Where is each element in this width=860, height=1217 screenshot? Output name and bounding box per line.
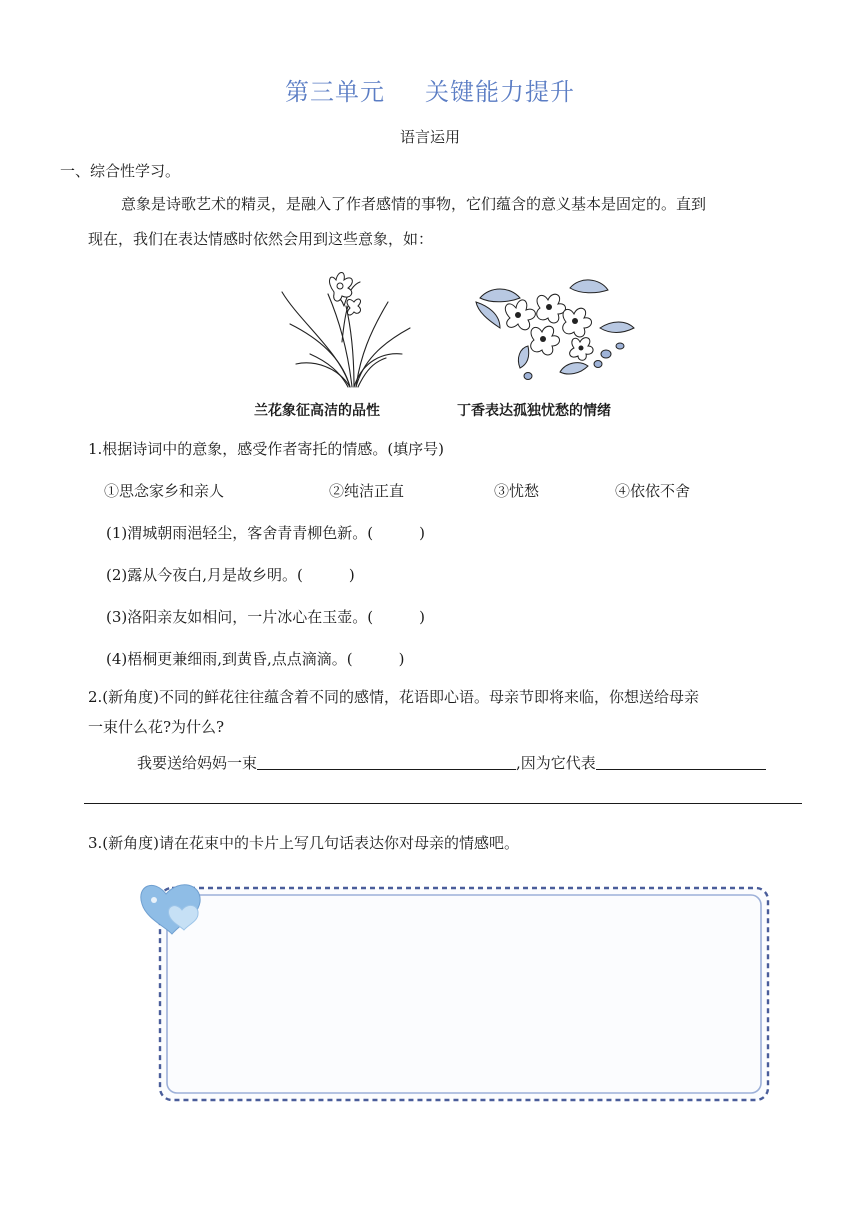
lilac-illustration bbox=[470, 268, 640, 392]
q1-option-2: ②纯洁正直 bbox=[329, 482, 405, 500]
meaning-answer-blank[interactable] bbox=[596, 753, 766, 770]
page-title bbox=[0, 72, 860, 107]
title-unit: 第三单元 bbox=[285, 78, 385, 106]
q2-line-1: 2.(新角度)不同的鲜花往往蕴含着不同的感情，花语即心语。母亲节即将来临，你想送给母亲 bbox=[88, 688, 700, 706]
answer-line[interactable] bbox=[84, 803, 802, 804]
q2-answer-line: 我要送给妈妈一束 ,因为它代表 bbox=[137, 752, 766, 773]
section-heading: 一、综合性学习。 bbox=[60, 162, 181, 180]
q1-option-4: ④依依不舍 bbox=[615, 482, 691, 500]
q1-option-1: ①思念家乡和亲人 bbox=[104, 482, 225, 500]
lilac-caption: 丁香表达孤独忧愁的情绪 bbox=[457, 403, 611, 419]
q1-option-3: ③忧愁 bbox=[494, 482, 540, 500]
q1-stem: 1.根据诗词中的意象，感受作者寄托的情感。(填序号) bbox=[88, 440, 445, 458]
message-card[interactable] bbox=[136, 872, 778, 1108]
flower-answer-blank[interactable] bbox=[257, 753, 516, 770]
q1-item-4: (4)梧桐更兼细雨,到黄昏,点点滴滴。( ) bbox=[106, 650, 405, 668]
title-topic: 关键能力提升 bbox=[425, 78, 575, 106]
intro-line-2: 现在，我们在表达情感时依然会用到这些意象，如： bbox=[88, 230, 434, 248]
q1-item-3: (3)洛阳亲友如相问，一片冰心在玉壶。( ) bbox=[106, 608, 425, 626]
intro-line-1: 意象是诗歌艺术的精灵，是融入了作者感情的事物，它们蕴含的意义基本是固定的。直到 bbox=[121, 195, 707, 213]
q1-item-1: (1)渭城朝雨浥轻尘，客舍青青柳色新。( ) bbox=[106, 524, 425, 542]
orchid-illustration bbox=[270, 262, 420, 390]
q3-stem: 3.(新角度)请在花束中的卡片上写几句话表达你对母亲的情感吧。 bbox=[88, 834, 520, 852]
section-subtitle: 语言运用 bbox=[399, 128, 460, 146]
q1-item-2: (2)露从今夜白,月是故乡明。( ) bbox=[106, 566, 355, 584]
q2-line-2: 一束什么花?为什么? bbox=[88, 718, 225, 736]
orchid-caption: 兰花象征高洁的品性 bbox=[254, 403, 380, 419]
